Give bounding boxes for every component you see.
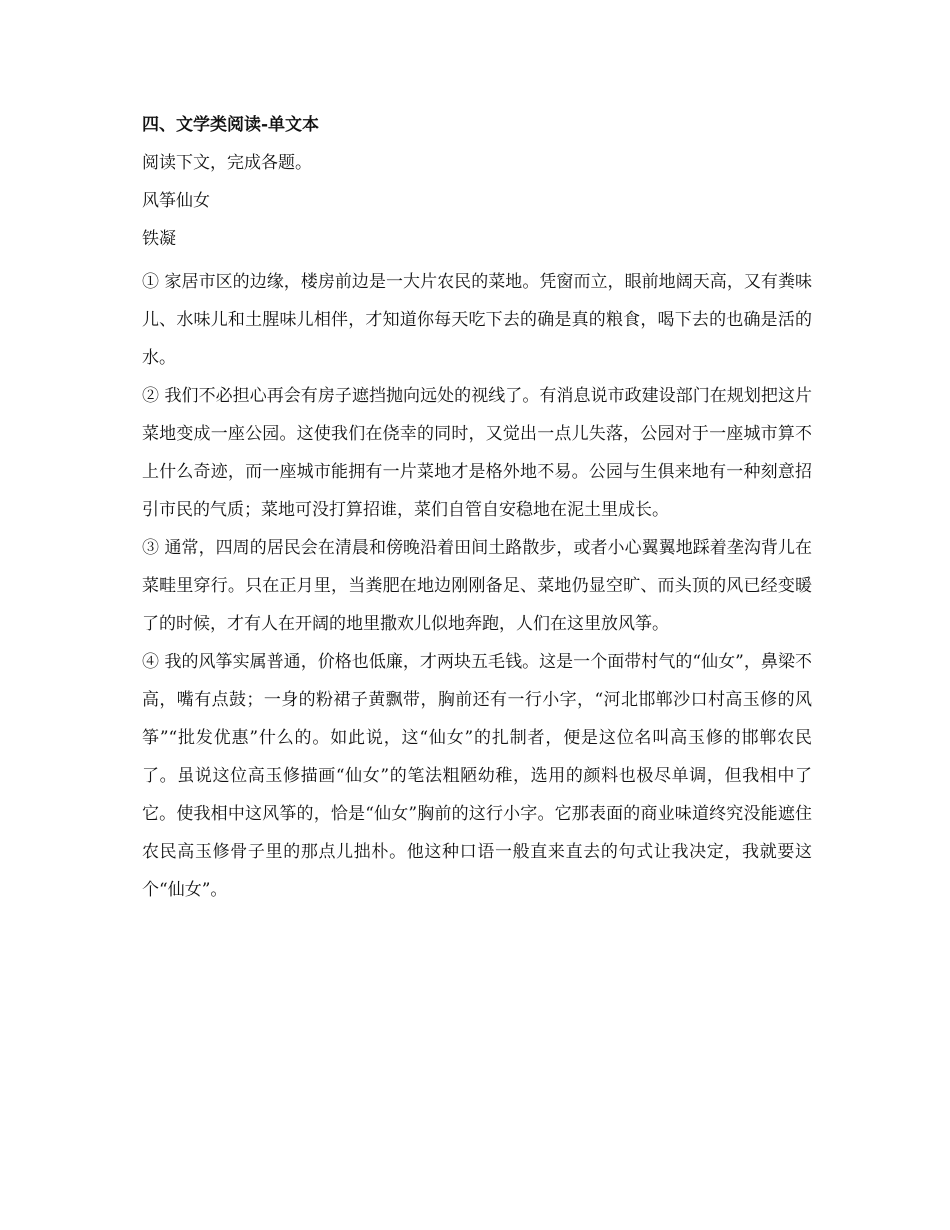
article-title: 风筝仙女 bbox=[142, 191, 210, 211]
paragraph-1: ① 家居市区的边缘，楼房前边是一大片农民的菜地。凭窗而立，眼前地阔天高，又有粪味儿、水味儿和土腥味儿相伴，才知道你每天吃下去的确是真的粮食，喝下去的也确是活的水。 bbox=[142, 272, 812, 368]
paragraph-4: ④ 我的风筝实属普通，价格也低廉，才两块五毛钱。这是一个面带村气的“仙女”，鼻梁不高，嘴有点鼓；一身的粉裙子黄飘带，胸前还有一行小字，“河北邯郸沙口村高玉修的风筝”“批发优惠”什么的。如此说，这“仙女”的扎制者，便是这位名叫高玉修的邯郸农民了。虽说这位高玉修描画“仙女”的笔法粗陋幼稚，选用的颜料也极尽单调，但我相中了它。使我相中这风筝的，恰是“仙女”胸前的这行小字。它那表面的商业味道终究没能遮住农民高玉修骨子里的那点儿拙朴。他这种口语一般直来直去的句式让我决定，我就要这个“仙女”。 bbox=[142, 652, 812, 900]
section-heading: 四、文学类阅读-单文本 bbox=[142, 115, 320, 135]
paragraph-3: ③ 通常，四周的居民会在清晨和傍晚沿着田间土路散步，或者小心翼翼地踩着垄沟背儿在菜畦里穿行。只在正月里，当粪肥在地边刚刚备足、菜地仍显空旷、而头顶的风已经变暖了的时候，才有人在开阔的地里撒欢儿似地奔跑，人们在这里放风筝。 bbox=[142, 538, 812, 634]
document-page bbox=[142, 111, 812, 909]
article-author: 铁凝 bbox=[142, 229, 176, 249]
paragraph-2: ② 我们不必担心再会有房子遮挡抛向远处的视线了。有消息说市政建设部门在规划把这片菜地变成一座公园。这使我们在侥幸的同时，又觉出一点儿失落，公园对于一座城市算不上什么奇迹，而一座城市能拥有一片菜地才是格外地不易。公园与生俱来地有一种刻意招引市民的气质；菜地可没打算招谁，菜们自管自安稳地在泥土里成长。 bbox=[142, 386, 812, 520]
instruction-text: 阅读下文，完成各题。 bbox=[142, 153, 312, 173]
